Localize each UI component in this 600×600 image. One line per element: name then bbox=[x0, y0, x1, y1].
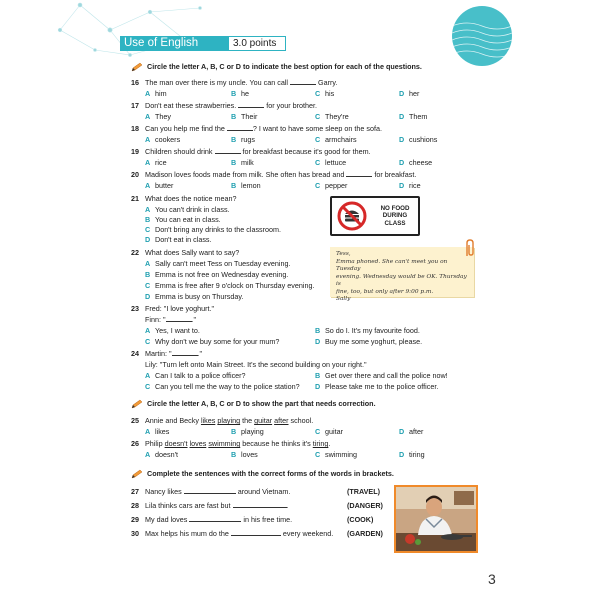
option-a[interactable]: A Can I talk to a police officer? bbox=[145, 371, 246, 380]
option-b[interactable]: B Get over there and call the police now! bbox=[315, 371, 448, 380]
option-a[interactable]: A cookers bbox=[145, 135, 181, 144]
section-title: Use of English bbox=[120, 36, 228, 51]
section-points: 3.0 points bbox=[228, 36, 286, 51]
option-b[interactable]: B playing bbox=[231, 427, 264, 436]
pencil-icon bbox=[131, 469, 143, 479]
answer-blank[interactable] bbox=[231, 529, 281, 536]
page-number: 3 bbox=[488, 571, 496, 587]
decorative-circle bbox=[452, 6, 512, 66]
option-a[interactable]: A doesn't bbox=[145, 450, 178, 459]
no-food-icon bbox=[337, 201, 367, 231]
option-c[interactable]: C his bbox=[315, 89, 335, 98]
option-b[interactable]: B Their bbox=[231, 112, 258, 121]
option-a[interactable]: A They bbox=[145, 112, 171, 121]
option-c[interactable]: C guitar bbox=[315, 427, 343, 436]
option-c[interactable]: C swimming bbox=[315, 450, 357, 459]
option-d[interactable]: D her bbox=[399, 89, 420, 98]
question-text: Annie and Becky likes playing the guitar after school. bbox=[145, 416, 314, 425]
question-text: What does Sally want to say? bbox=[145, 248, 240, 257]
question-number: 25 bbox=[131, 416, 139, 425]
option-d[interactable]: D Them bbox=[399, 112, 428, 121]
sally-note: Tess, Emma phoned. She can't meet you on Tuesday evening. Wednesday would be OK. Thursday is fine, too, but only after 9:00 p.m. Sally bbox=[330, 247, 474, 297]
answer-blank[interactable] bbox=[189, 515, 241, 522]
question-text: Philip doesn't loves swimming because he thinks it's tiring. bbox=[145, 439, 331, 448]
question-text: Children should drink for breakfast because it's good for them. bbox=[145, 147, 371, 156]
question-number: 22 bbox=[131, 248, 139, 257]
question-number: 26 bbox=[131, 439, 139, 448]
option-b[interactable]: B loves bbox=[231, 450, 258, 459]
question-number: 27 bbox=[131, 487, 139, 496]
option-d[interactable]: D tiring bbox=[399, 450, 425, 459]
word-in-brackets: (DANGER) bbox=[347, 501, 383, 510]
question-number: 29 bbox=[131, 515, 139, 524]
question-text: Don't eat these strawberries. for your brother. bbox=[145, 101, 318, 110]
option-d[interactable]: D Buy me some yoghurt, please. bbox=[315, 337, 423, 346]
question-number: 16 bbox=[131, 78, 139, 87]
option-c[interactable]: C pepper bbox=[315, 181, 348, 190]
option-c[interactable]: C They're bbox=[315, 112, 349, 121]
pencil-icon bbox=[131, 399, 143, 409]
option-b[interactable]: B he bbox=[231, 89, 249, 98]
option-a[interactable]: A rice bbox=[145, 158, 167, 167]
question-text: Madison loves foods made from milk. She often has bread and for breakfast. bbox=[145, 170, 417, 179]
option-d[interactable]: D cushions bbox=[399, 135, 438, 144]
answer-blank[interactable] bbox=[184, 487, 236, 494]
question-text: Max helps his mum do the every weekend. bbox=[145, 529, 334, 538]
question-number: 23 bbox=[131, 304, 139, 313]
question-number: 24 bbox=[131, 349, 139, 358]
cooking-photo bbox=[394, 485, 478, 553]
instruction-part2 bbox=[131, 399, 376, 409]
network-decoration bbox=[0, 0, 210, 70]
question-text: The man over there is my uncle. You can call Garry. bbox=[145, 78, 338, 87]
instruction-part2-text: Circle the letter A, B, C or D to show the part that needs correction. bbox=[147, 399, 376, 408]
option-c[interactable]: C Can you tell me the way to the police station? bbox=[145, 382, 300, 391]
option-d[interactable]: D after bbox=[399, 427, 424, 436]
question-number: 20 bbox=[131, 170, 139, 179]
question-text: Lila thinks cars are fast but . bbox=[145, 501, 289, 510]
answer-blank[interactable] bbox=[233, 501, 287, 508]
pencil-icon bbox=[131, 62, 143, 72]
word-in-brackets: (TRAVEL) bbox=[347, 487, 381, 496]
instruction-part3 bbox=[131, 469, 394, 479]
option-b[interactable]: B So do I. It's my favourite food. bbox=[315, 326, 420, 335]
question-text: Nancy likes around Vietnam. bbox=[145, 487, 291, 496]
option-c[interactable]: C Why don't we buy some for your mum? bbox=[145, 337, 280, 346]
question-text: Fred: "I love yoghurt." bbox=[145, 304, 215, 313]
option-a[interactable]: A butter bbox=[145, 181, 174, 190]
question-number: 18 bbox=[131, 124, 139, 133]
instruction-part1 bbox=[131, 62, 422, 72]
question-text: My dad loves in his free time. bbox=[145, 515, 293, 524]
option-b[interactable]: B rugs bbox=[231, 135, 255, 144]
option-d[interactable]: D rice bbox=[399, 181, 421, 190]
question-number: 30 bbox=[131, 529, 139, 538]
question-number: 21 bbox=[131, 194, 139, 203]
word-in-brackets: (COOK) bbox=[347, 515, 374, 524]
man-cooking-image bbox=[396, 487, 476, 551]
instruction-part3-text: Complete the sentences with the correct forms of the words in brackets. bbox=[147, 469, 394, 478]
question-number: 28 bbox=[131, 501, 139, 510]
no-food-sign bbox=[330, 196, 420, 236]
question-number: 19 bbox=[131, 147, 139, 156]
option-a[interactable]: A Yes, I want to. bbox=[145, 326, 200, 335]
question-text: Martin: " ." bbox=[145, 349, 203, 358]
sign-text: NO FOOD DURING CLASS bbox=[380, 204, 410, 227]
word-in-brackets: (GARDEN) bbox=[347, 529, 383, 538]
instruction-part1-text: Circle the letter A, B, C or D to indicate the best option for each of the questions. bbox=[147, 62, 422, 71]
option-a[interactable]: A likes bbox=[145, 427, 170, 436]
option-c[interactable]: C lettuce bbox=[315, 158, 347, 167]
paperclip-icon bbox=[463, 238, 477, 258]
option-c[interactable]: C armchairs bbox=[315, 135, 357, 144]
option-d[interactable]: D Please take me to the police officer. bbox=[315, 382, 439, 391]
question-text: Can you help me find the ? I want to have some sleep on the sofa. bbox=[145, 124, 382, 133]
question-number: 17 bbox=[131, 101, 139, 110]
wave-pattern-icon bbox=[452, 6, 512, 66]
option-b[interactable]: B lemon bbox=[231, 181, 261, 190]
option-b[interactable]: B milk bbox=[231, 158, 254, 167]
option-d[interactable]: D cheese bbox=[399, 158, 433, 167]
option-a[interactable]: A him bbox=[145, 89, 167, 98]
section-header bbox=[120, 36, 286, 51]
question-text: What does the notice mean? bbox=[145, 194, 237, 203]
